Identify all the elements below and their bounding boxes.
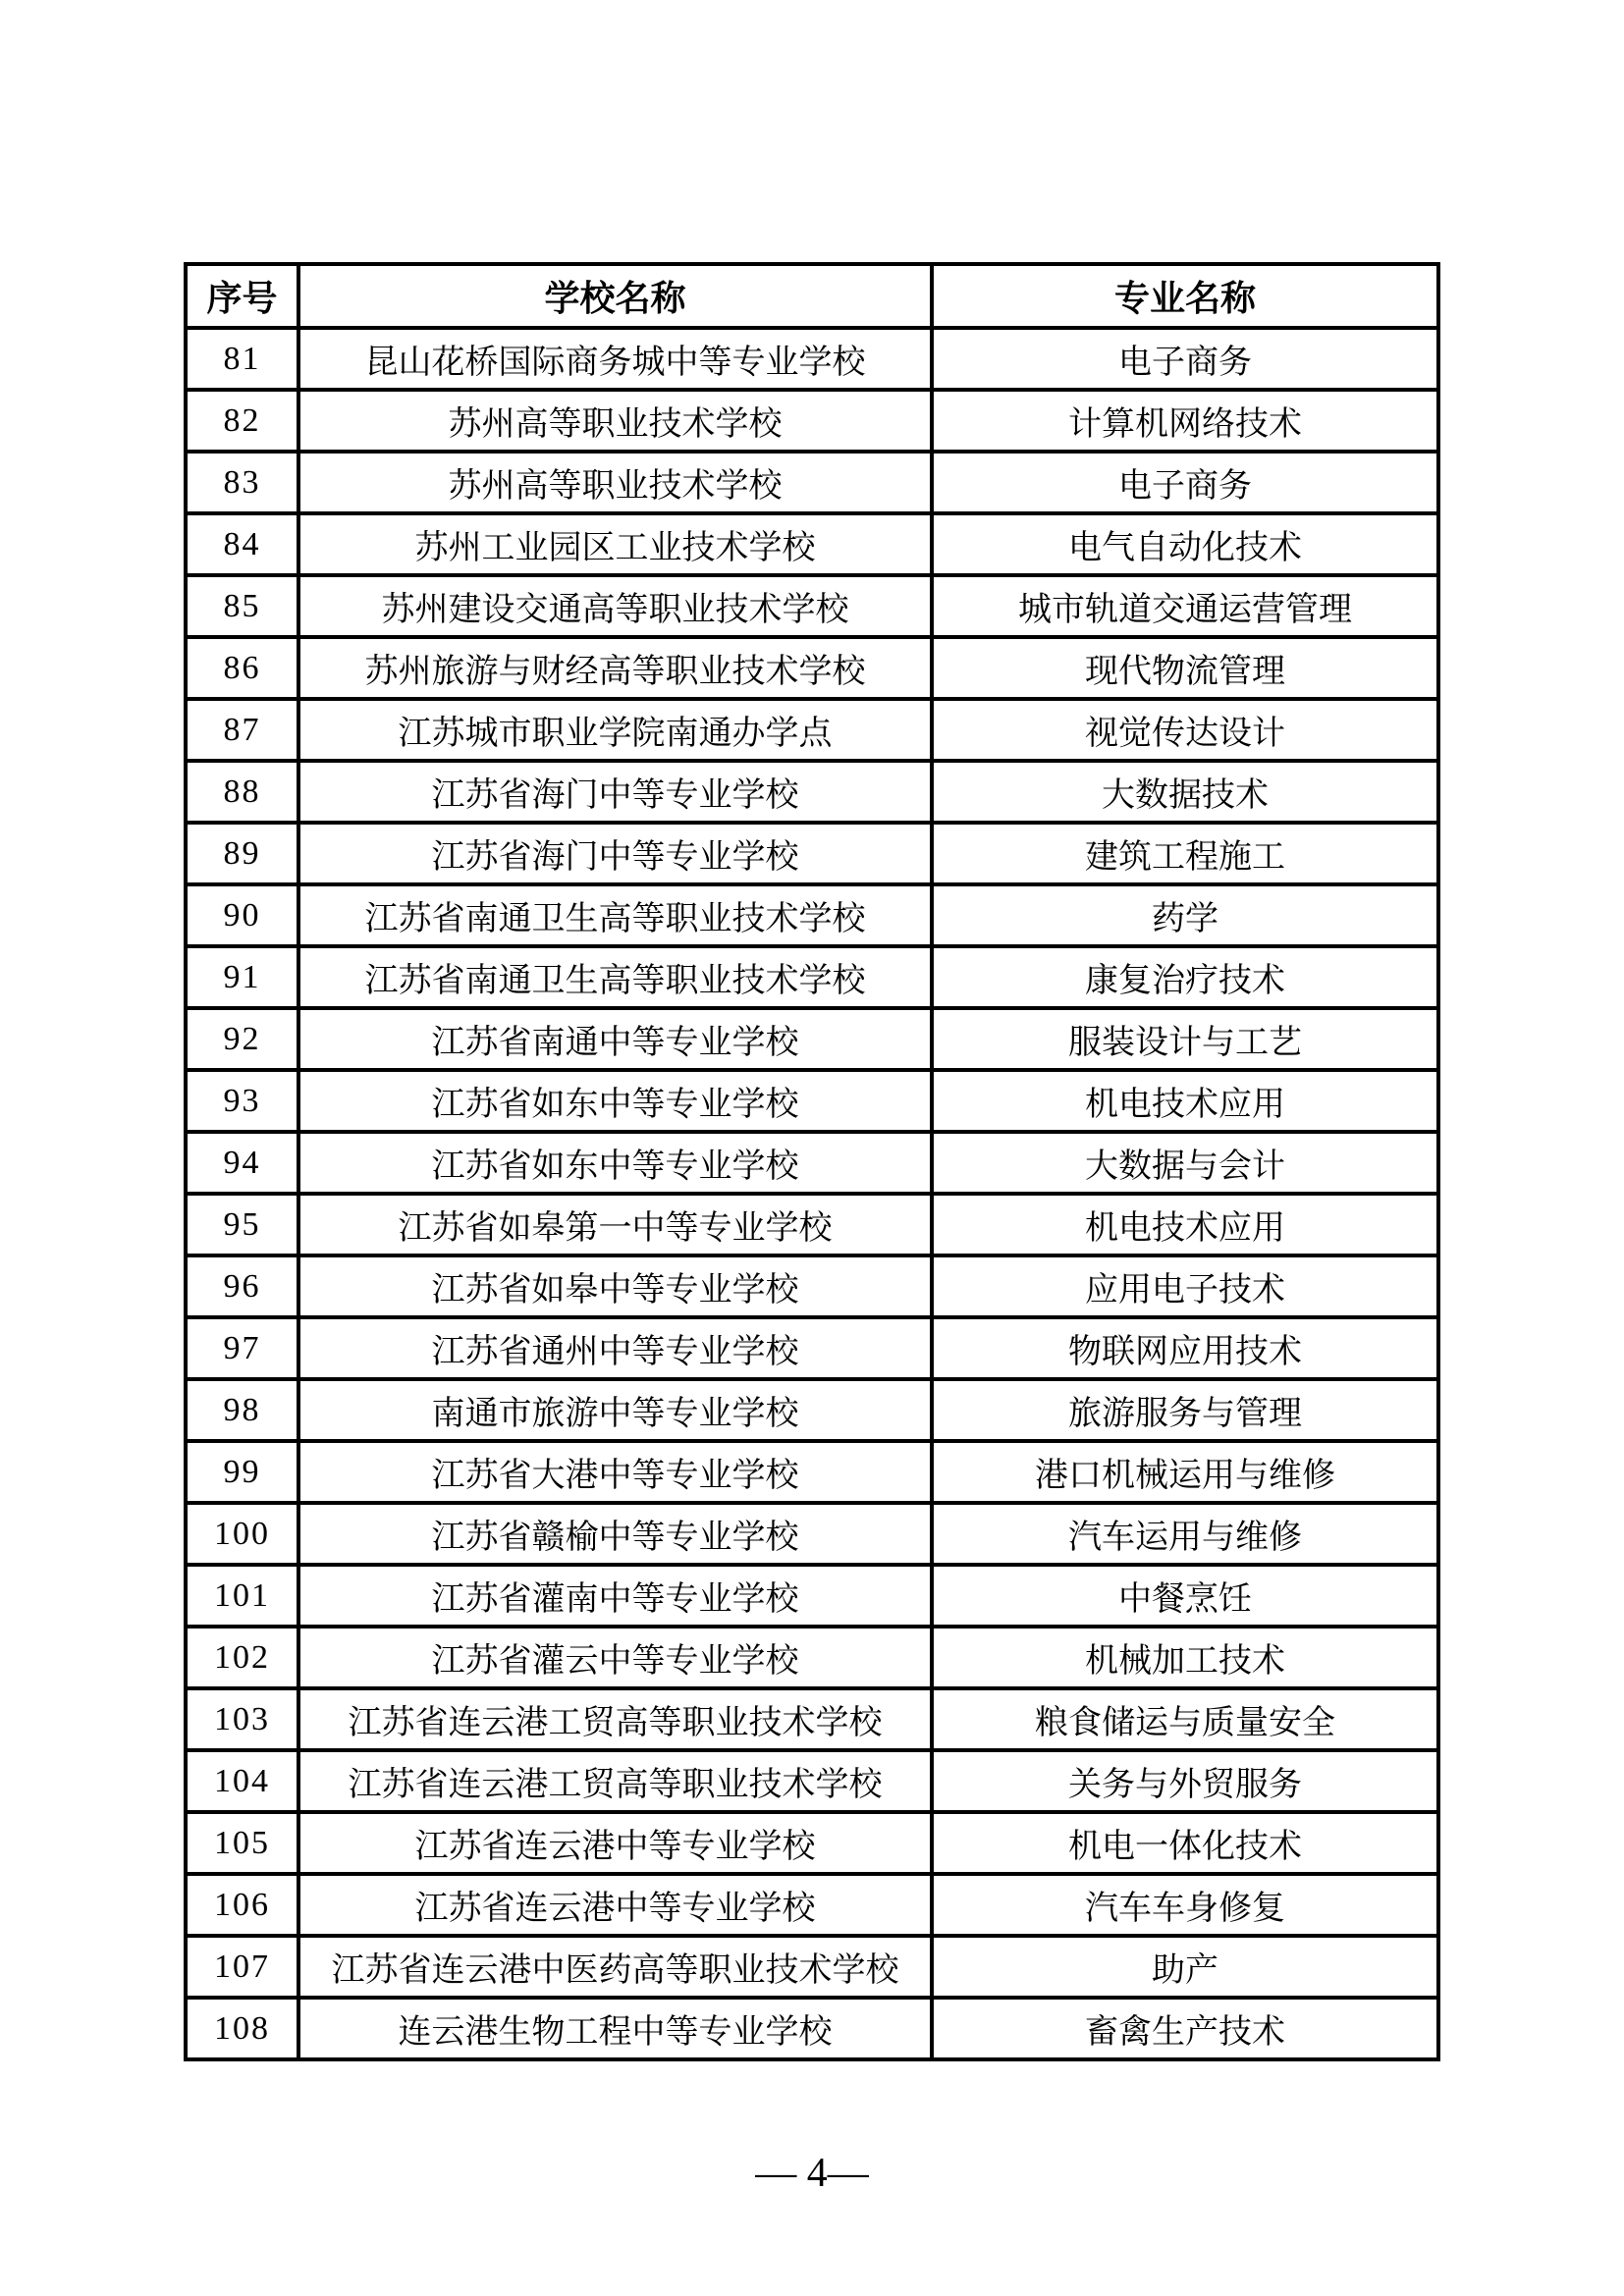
table-row <box>186 761 1438 823</box>
row-number-cell: 108 <box>186 1998 298 2059</box>
row-number-cell: 98 <box>186 1379 298 1441</box>
row-number-cell: 89 <box>186 823 298 884</box>
header-school-name: 学校名称 <box>298 264 932 328</box>
school-name-cell: 江苏省连云港工贸高等职业技术学校 <box>298 1750 932 1812</box>
school-name-cell: 江苏省海门中等专业学校 <box>298 823 932 884</box>
major-name-cell: 港口机械运用与维修 <box>932 1441 1438 1503</box>
table-row <box>186 328 1438 390</box>
school-name-cell: 苏州工业园区工业技术学校 <box>298 513 932 575</box>
major-name-cell: 服装设计与工艺 <box>932 1008 1438 1070</box>
school-name-cell: 江苏省如东中等专业学校 <box>298 1070 932 1132</box>
header-major-name: 专业名称 <box>932 264 1438 328</box>
major-name-cell: 助产 <box>932 1936 1438 1998</box>
table-header-row <box>186 264 1438 328</box>
school-name-cell: 江苏省连云港中等专业学校 <box>298 1812 932 1874</box>
major-name-cell: 物联网应用技术 <box>932 1317 1438 1379</box>
row-number-cell: 103 <box>186 1688 298 1750</box>
row-number-cell: 105 <box>186 1812 298 1874</box>
school-name-cell: 江苏省海门中等专业学校 <box>298 761 932 823</box>
table-row <box>186 575 1438 637</box>
major-name-cell: 应用电子技术 <box>932 1255 1438 1317</box>
school-name-cell: 连云港生物工程中等专业学校 <box>298 1998 932 2059</box>
header-index: 序号 <box>186 264 298 328</box>
row-number-cell: 85 <box>186 575 298 637</box>
row-number-cell: 101 <box>186 1565 298 1627</box>
school-name-cell: 江苏省南通卫生高等职业技术学校 <box>298 946 932 1008</box>
table-row <box>186 1008 1438 1070</box>
major-name-cell: 机电技术应用 <box>932 1194 1438 1255</box>
school-name-cell: 江苏省如东中等专业学校 <box>298 1132 932 1194</box>
table-row <box>186 1441 1438 1503</box>
school-name-cell: 江苏省南通中等专业学校 <box>298 1008 932 1070</box>
row-number-cell: 91 <box>186 946 298 1008</box>
table-row <box>186 1874 1438 1936</box>
school-name-cell: 江苏省南通卫生高等职业技术学校 <box>298 884 932 946</box>
major-name-cell: 电气自动化技术 <box>932 513 1438 575</box>
table-row <box>186 1750 1438 1812</box>
major-name-cell: 现代物流管理 <box>932 637 1438 699</box>
major-name-cell: 康复治疗技术 <box>932 946 1438 1008</box>
table-row <box>186 1565 1438 1627</box>
school-name-cell: 苏州建设交通高等职业技术学校 <box>298 575 932 637</box>
school-name-cell: 江苏省连云港中医药高等职业技术学校 <box>298 1936 932 1998</box>
major-name-cell: 关务与外贸服务 <box>932 1750 1438 1812</box>
school-name-cell: 江苏省灌南中等专业学校 <box>298 1565 932 1627</box>
school-name-cell: 南通市旅游中等专业学校 <box>298 1379 932 1441</box>
school-name-cell: 江苏省连云港工贸高等职业技术学校 <box>298 1688 932 1750</box>
table-row <box>186 823 1438 884</box>
row-number-cell: 83 <box>186 452 298 513</box>
row-number-cell: 95 <box>186 1194 298 1255</box>
major-name-cell: 电子商务 <box>932 328 1438 390</box>
row-number-cell: 82 <box>186 390 298 452</box>
row-number-cell: 92 <box>186 1008 298 1070</box>
school-name-cell: 江苏省如皋第一中等专业学校 <box>298 1194 932 1255</box>
row-number-cell: 106 <box>186 1874 298 1936</box>
row-number-cell: 87 <box>186 699 298 761</box>
row-number-cell: 81 <box>186 328 298 390</box>
major-name-cell: 建筑工程施工 <box>932 823 1438 884</box>
school-name-cell: 江苏省大港中等专业学校 <box>298 1441 932 1503</box>
table-row <box>186 637 1438 699</box>
row-number-cell: 84 <box>186 513 298 575</box>
school-name-cell: 昆山花桥国际商务城中等专业学校 <box>298 328 932 390</box>
major-name-cell: 中餐烹饪 <box>932 1565 1438 1627</box>
major-name-cell: 城市轨道交通运营管理 <box>932 575 1438 637</box>
table-row <box>186 1627 1438 1688</box>
table-row <box>186 1379 1438 1441</box>
school-name-cell: 江苏省通州中等专业学校 <box>298 1317 932 1379</box>
major-name-cell: 药学 <box>932 884 1438 946</box>
table-row <box>186 1688 1438 1750</box>
school-name-cell: 苏州高等职业技术学校 <box>298 452 932 513</box>
table-row <box>186 1317 1438 1379</box>
row-number-cell: 94 <box>186 1132 298 1194</box>
row-number-cell: 86 <box>186 637 298 699</box>
major-name-cell: 视觉传达设计 <box>932 699 1438 761</box>
school-name-cell: 江苏城市职业学院南通办学点 <box>298 699 932 761</box>
table-row <box>186 452 1438 513</box>
row-number-cell: 90 <box>186 884 298 946</box>
row-number-cell: 93 <box>186 1070 298 1132</box>
school-name-cell: 江苏省赣榆中等专业学校 <box>298 1503 932 1565</box>
major-name-cell: 旅游服务与管理 <box>932 1379 1438 1441</box>
major-name-cell: 机电技术应用 <box>932 1070 1438 1132</box>
major-name-cell: 机械加工技术 <box>932 1627 1438 1688</box>
page-number: — 4— <box>755 2151 869 2196</box>
table-row <box>186 1132 1438 1194</box>
table-row <box>186 1998 1438 2059</box>
major-name-cell: 电子商务 <box>932 452 1438 513</box>
major-name-cell: 汽车运用与维修 <box>932 1503 1438 1565</box>
school-name-cell: 江苏省如皋中等专业学校 <box>298 1255 932 1317</box>
major-name-cell: 粮食储运与质量安全 <box>932 1688 1438 1750</box>
table-row <box>186 1936 1438 1998</box>
table-row <box>186 884 1438 946</box>
major-name-cell: 大数据与会计 <box>932 1132 1438 1194</box>
major-name-cell: 机电一体化技术 <box>932 1812 1438 1874</box>
table-row <box>186 1070 1438 1132</box>
row-number-cell: 99 <box>186 1441 298 1503</box>
major-name-cell: 畜禽生产技术 <box>932 1998 1438 2059</box>
school-name-cell: 苏州高等职业技术学校 <box>298 390 932 452</box>
table-row <box>186 513 1438 575</box>
table-row <box>186 1255 1438 1317</box>
major-name-cell: 大数据技术 <box>932 761 1438 823</box>
school-name-cell: 江苏省灌云中等专业学校 <box>298 1627 932 1688</box>
major-name-cell: 汽车车身修复 <box>932 1874 1438 1936</box>
school-name-cell: 苏州旅游与财经高等职业技术学校 <box>298 637 932 699</box>
table-row <box>186 1503 1438 1565</box>
row-number-cell: 97 <box>186 1317 298 1379</box>
row-number-cell: 104 <box>186 1750 298 1812</box>
row-number-cell: 102 <box>186 1627 298 1688</box>
table-row <box>186 390 1438 452</box>
major-name-cell: 计算机网络技术 <box>932 390 1438 452</box>
school-name-cell: 江苏省连云港中等专业学校 <box>298 1874 932 1936</box>
table-row <box>186 1812 1438 1874</box>
school-major-table <box>184 262 1440 2061</box>
table-row <box>186 946 1438 1008</box>
table-row <box>186 699 1438 761</box>
row-number-cell: 107 <box>186 1936 298 1998</box>
row-number-cell: 88 <box>186 761 298 823</box>
row-number-cell: 96 <box>186 1255 298 1317</box>
row-number-cell: 100 <box>186 1503 298 1565</box>
table-row <box>186 1194 1438 1255</box>
